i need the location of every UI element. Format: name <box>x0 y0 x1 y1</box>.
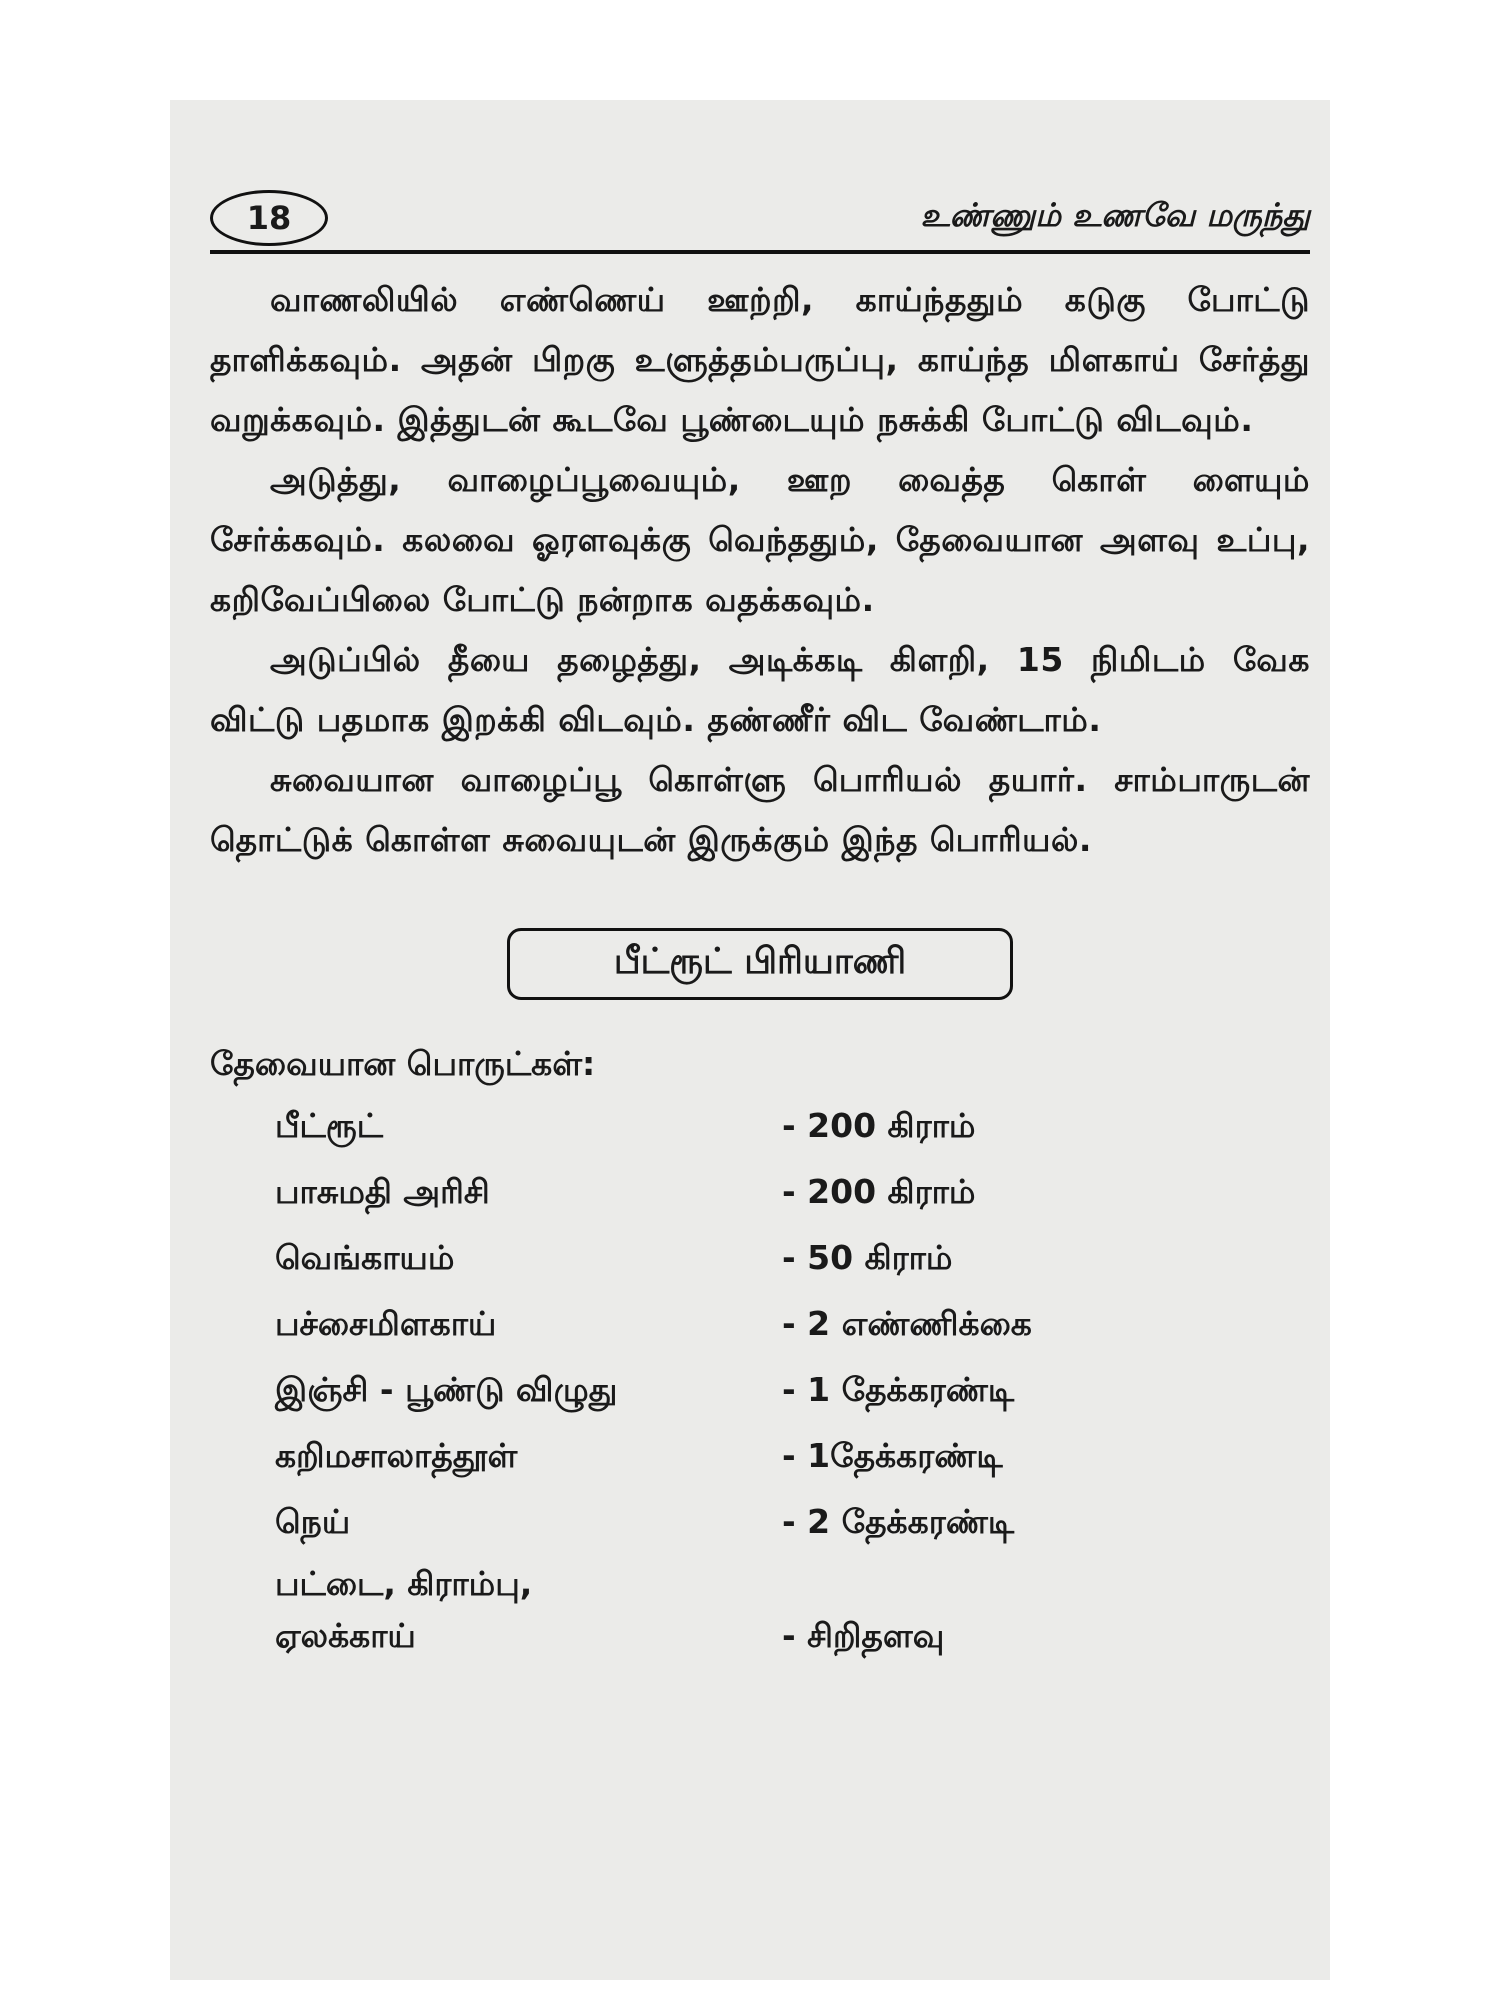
ingredient-name: பச்சைமிளகாய் <box>275 1304 497 1343</box>
paragraph-4: சுவையான வாழைப்பூ கொள்ளு பொரியல் தயார். சாம்பாருடன் தொட்டுக் கொள்ள சுவையுடன் இருக்கும் இந்த பொரியல். <box>210 760 1310 859</box>
ingredient-quantity: - 1 தேக்கரண்டி <box>782 1370 1015 1409</box>
ingredient-row <box>210 1426 1310 1492</box>
ingredient-name: இஞ்சி - பூண்டு விழுது <box>275 1370 618 1409</box>
ingredient-quantity: - 2 எண்ணிக்கை <box>782 1304 1032 1343</box>
ingredients-list <box>210 1096 1310 1662</box>
ingredient-quantity: - சிறிதளவு <box>782 1616 945 1655</box>
ingredient-name: வெங்காயம் <box>275 1238 455 1277</box>
ingredient-name <box>275 1558 532 1662</box>
ingredient-quantity: - 2 தேக்கரண்டி <box>782 1502 1015 1541</box>
ingredient-quantity: - 50 கிராம் <box>782 1238 953 1277</box>
ingredient-row <box>210 1162 1310 1228</box>
book-title: உண்ணும் உணவே மருந்து <box>920 196 1310 234</box>
ingredient-quantity: - 200 கிராம் <box>782 1106 976 1145</box>
ingredient-name: கறிமசாலாத்தூள் <box>275 1436 518 1475</box>
ingredient-row <box>210 1360 1310 1426</box>
ingredient-row <box>210 1492 1310 1558</box>
paragraph-1: வாணலியில் எண்ணெய் ஊற்றி, காய்ந்ததும் கடுகு போட்டு தாளிக்கவும். அதன் பிறகு உளுத்தம்பருப்பு, காய்ந்த மிளகாய் சேர்த்து வறுக்கவும். இத்துடன் கூடவே பூண்டையும் நசுக்கி போட்டு விடவும். <box>210 280 1310 439</box>
book-page <box>170 100 1330 1980</box>
ingredient-name: பீட்ரூட் <box>275 1106 384 1145</box>
recipe-title-box <box>210 928 1310 1000</box>
running-header <box>210 190 1310 254</box>
page-number: 18 <box>210 190 328 246</box>
paragraph-3: அடுப்பில் தீயை தழைத்து, அடிக்கடி கிளறி, 15 நிமிடம் வேக விட்டு பதமாக இறக்கி விடவும். தண்ணீர் விட வேண்டாம். <box>210 640 1310 739</box>
ingredient-name-line-2: ஏலக்காய் <box>275 1616 416 1655</box>
ingredients-heading: தேவையான பொருட்கள்: <box>210 1044 596 1083</box>
ingredient-row <box>210 1294 1310 1360</box>
ingredient-quantity: - 1தேக்கரண்டி <box>782 1436 1003 1475</box>
ingredient-row <box>210 1096 1310 1162</box>
ingredient-quantity: - 200 கிராம் <box>782 1172 976 1211</box>
ingredient-row <box>210 1558 1310 1662</box>
page-content <box>210 190 1310 1662</box>
paragraph-2: அடுத்து, வாழைப்பூவையும், ஊற வைத்த கொள் ளையும் சேர்க்கவும். கலவை ஓரளவுக்கு வெந்ததும், தேவையான அளவு உப்பு, கறிவேப்பிலை போட்டு நன்றாக வதக்கவும். <box>210 460 1310 619</box>
ingredient-row <box>210 1228 1310 1294</box>
ingredient-name: பாசுமதி அரிசி <box>275 1172 490 1211</box>
ingredient-name-line-1: பட்டை, கிராம்பு, <box>275 1564 533 1603</box>
recipe-title: பீட்ரூட் பிரியாணி <box>507 928 1013 1000</box>
ingredient-name: நெய் <box>275 1502 351 1541</box>
